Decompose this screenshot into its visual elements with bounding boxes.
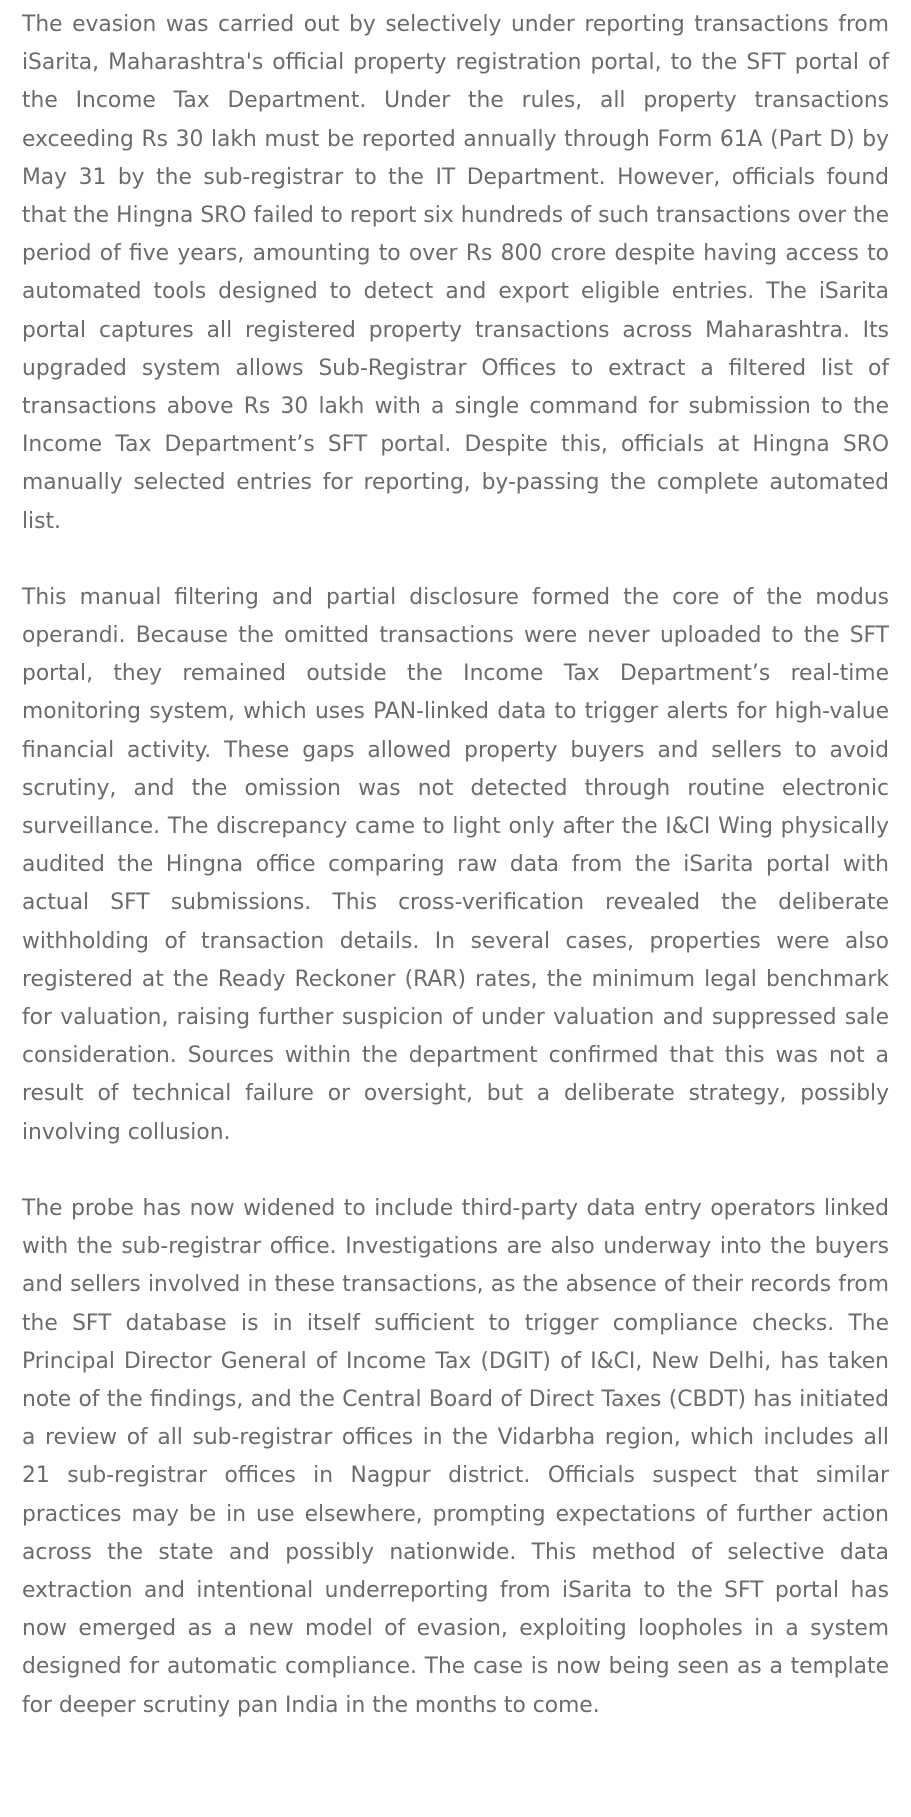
article-paragraph-2: This manual filtering and partial disclosure formed the core of the modus operandi. Because the omitted transactions were never uploaded to the SFT portal, they remained outside the Income Tax Department’s real-time monitoring system, which uses PAN-linked data to trigger alerts for high-value financial activity. These gaps allowed property buyers and sellers to avoid scrutiny, and the omission was not detected through routine electronic surveillance. The discrepancy came to light only after the I&CI Wing physically audited the Hingna office comparing raw data from the iSarita portal with actual SFT submissions. This cross-verification revealed the deliberate withholding of transaction details. In several cases, properties were also registered at the Ready Reckoner (RAR) rates, the minimum legal benchmark for valuation, raising further suspicion of under valuation and suppressed sale consideration. Sources within the department confirmed that this was not a result of technical failure or oversight, but a deliberate strategy, possibly involving collusion. [22, 584, 889, 1145]
article-paragraph-1: The evasion was carried out by selectively under reporting transactions from iSarita, Maharashtra's official property registration portal, to the SFT portal of the Income Tax Department. Under the rules, all property transactions exceeding Rs 30 lakh must be reported annually through Form 61A (Part D) by May 31 by the sub-registrar to the IT Department. However, officials found that the Hingna SRO failed to report six hundreds of such transactions over the period of five years, amounting to over Rs 800 crore despite having access to automated tools designed to detect and export eligible entries. The iSarita portal captures all registered property transactions across Maharashtra. Its upgraded system allows Sub-Registrar Offices to extract a filtered list of transactions above Rs 30 lakh with a single command for submission to the Income Tax Department’s SFT portal. Despite this, officials at Hingna SRO manually selected entries for reporting, by-passing the complete automated list. [22, 12, 889, 534]
article-paragraph-3: The probe has now widened to include third-party data entry operators linked with the sub-registrar office. Investigations are also underway into the buyers and sellers involved in these transactions, as the absence of their records from the SFT database is in itself sufficient to trigger compliance checks. The Principal Director General of Income Tax (DGIT) of I&CI, New Delhi, has taken note of the findings, and the Central Board of Direct Taxes (CBDT) has initiated a review of all sub-registrar offices in the Vidarbha region, which includes all 21 sub-registrar offices in Nagpur district. Officials suspect that similar practices may be in use elsewhere, prompting expectations of further action across the state and possibly nationwide. This method of selective data extraction and intentional underreporting from iSarita to the SFT portal has now emerged as a new model of evasion, exploiting loopholes in a system designed for automatic compliance. The case is now being seen as a template for deeper scrutiny pan India in the months to come. [22, 1195, 889, 1718]
